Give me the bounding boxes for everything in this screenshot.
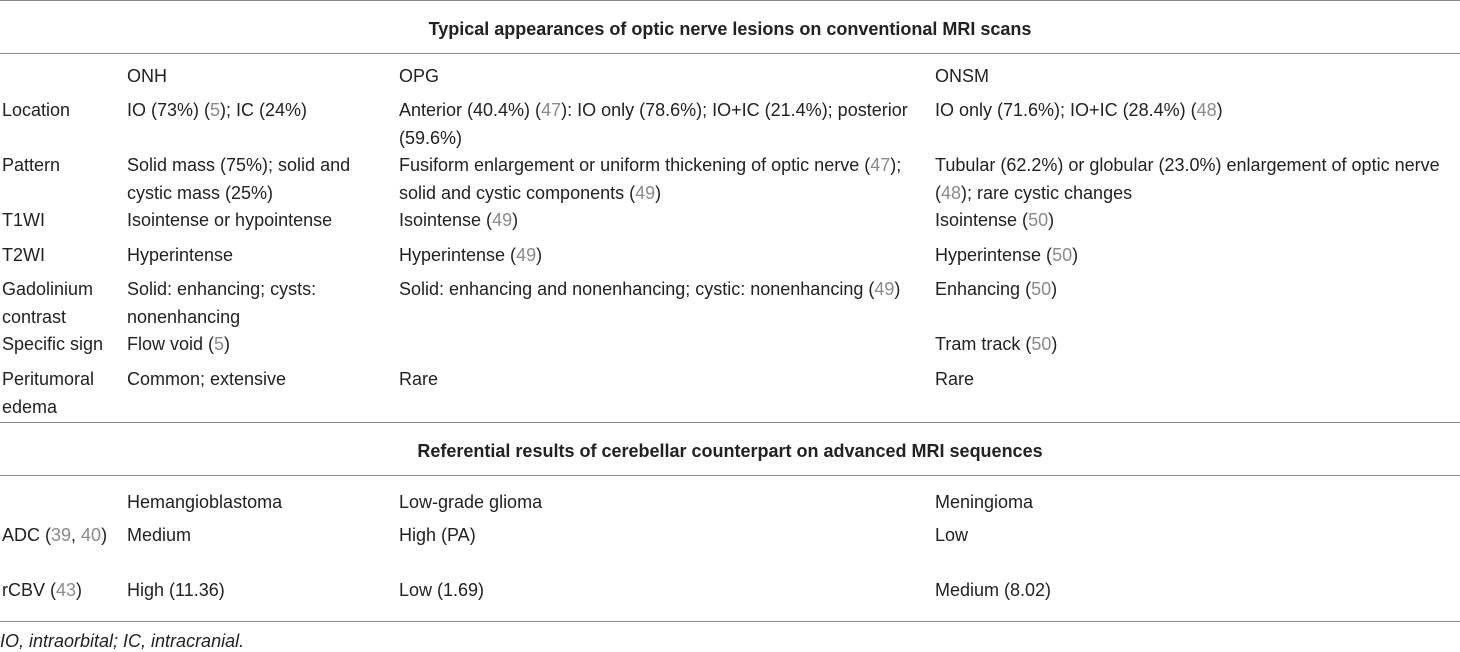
footnote: IO, intraorbital; IC, intracranial. bbox=[0, 631, 245, 651]
column-header-low-grade-glioma: Low-grade glioma bbox=[399, 492, 543, 512]
table-cell bbox=[399, 276, 924, 304]
cell-text: ) bbox=[1072, 245, 1079, 265]
table-cell bbox=[127, 522, 382, 550]
row-label: Pattern bbox=[2, 155, 61, 175]
table-cell bbox=[399, 152, 924, 207]
reference-number: 48 bbox=[941, 182, 962, 203]
cell-text: IO only (71.6%); IO+IC (28.4%) ( bbox=[935, 100, 1197, 120]
reference-number: 50 bbox=[1028, 210, 1049, 230]
cell-text: ) bbox=[1048, 210, 1055, 230]
table-cell bbox=[935, 152, 1455, 207]
reference-number: 48 bbox=[1196, 100, 1217, 120]
row-label: Peritumoral edema bbox=[2, 369, 95, 417]
column-header-hemangioblastoma: Hemangioblastoma bbox=[127, 492, 283, 512]
column-header-opg: OPG bbox=[399, 66, 440, 86]
cell-text: ) bbox=[1051, 279, 1058, 299]
cell-text: Tram track ( bbox=[935, 334, 1032, 354]
cell-text: ): IO only (78.6%); IO+IC (21.4%); posterior (59.6%) bbox=[399, 100, 908, 148]
reference-number: 49 bbox=[635, 182, 656, 203]
table-cell bbox=[935, 242, 1455, 270]
section-1-title: Typical appearances of optic nerve lesions on conventional MRI scans bbox=[428, 19, 1032, 39]
cell-text: Hyperintense ( bbox=[935, 245, 1053, 265]
reference-number: 40 bbox=[81, 525, 102, 545]
table-cell bbox=[399, 242, 924, 270]
cell-text: ) bbox=[101, 525, 108, 545]
cell-text: Flow void ( bbox=[127, 334, 215, 354]
reference-number: 50 bbox=[1031, 279, 1052, 299]
cell-text: ) bbox=[894, 279, 901, 299]
row-label bbox=[2, 577, 114, 605]
table-cell bbox=[127, 276, 382, 331]
cell-text: Isointense or hypointense bbox=[127, 210, 333, 230]
section-1-rule bbox=[0, 53, 1460, 54]
column-header-meningioma: Meningioma bbox=[935, 492, 1034, 512]
cell-text: Hyperintense bbox=[127, 245, 234, 265]
cell-text: Solid: enhancing; cysts: nonenhancing bbox=[127, 279, 317, 327]
table-cell bbox=[399, 366, 924, 394]
cell-text: ADC ( bbox=[2, 525, 51, 545]
cell-text: ) bbox=[76, 580, 83, 600]
reference-number: 5 bbox=[214, 334, 225, 354]
row-label: Location bbox=[2, 100, 71, 120]
table-cell bbox=[399, 207, 924, 235]
cell-text: , bbox=[71, 525, 82, 545]
cell-text: Low bbox=[935, 525, 969, 545]
cell-text: ); IC (24%) bbox=[220, 100, 308, 120]
reference-number: 49 bbox=[516, 245, 537, 265]
column-header-onsm: ONSM bbox=[935, 66, 989, 86]
cell-text: Solid: enhancing and nonenhancing; cystic: nonenhancing ( bbox=[399, 279, 875, 299]
bottom-rule bbox=[0, 621, 1460, 622]
cell-text: Isointense ( bbox=[399, 210, 493, 230]
cell-text: rCBV ( bbox=[2, 580, 56, 600]
cell-text: ) bbox=[536, 245, 543, 265]
section-2-top-rule bbox=[0, 422, 1460, 423]
table-cell bbox=[935, 207, 1455, 235]
table-cell bbox=[127, 331, 382, 359]
table-cell bbox=[935, 276, 1455, 304]
column-header-onh: ONH bbox=[127, 66, 167, 86]
cell-text: Rare bbox=[399, 369, 439, 389]
cell-text: High (11.36) bbox=[127, 580, 225, 600]
cell-text: Tubular (62.2%) or globular (23.0%) enlargement of optic nerve ( bbox=[935, 155, 1440, 203]
reference-number: 47 bbox=[541, 100, 562, 120]
cell-text: Medium bbox=[127, 525, 192, 545]
table-cell bbox=[127, 242, 382, 270]
table-cell bbox=[127, 97, 382, 125]
reference-number: 50 bbox=[1052, 245, 1073, 265]
cell-text: ) bbox=[655, 182, 662, 203]
reference-number: 43 bbox=[56, 580, 77, 600]
table-cell bbox=[127, 366, 382, 394]
cell-text: Medium (8.02) bbox=[935, 580, 1052, 600]
cell-text: Anterior (40.4%) ( bbox=[399, 100, 542, 120]
reference-number: 50 bbox=[1031, 334, 1052, 354]
table-cell bbox=[935, 522, 1455, 550]
cell-text: Enhancing ( bbox=[935, 279, 1032, 299]
table-cell bbox=[127, 152, 382, 207]
cell-text: Low (1.69) bbox=[399, 580, 485, 600]
section-2-title: Referential results of cerebellar counterpart on advanced MRI sequences bbox=[417, 441, 1043, 461]
reference-number: 49 bbox=[492, 210, 513, 230]
cell-text: Common; extensive bbox=[127, 369, 287, 389]
row-label: Specific sign bbox=[2, 334, 104, 354]
row-label: T2WI bbox=[2, 245, 45, 265]
cell-text: ); rare cystic changes bbox=[961, 182, 1133, 203]
reference-number: 39 bbox=[51, 525, 72, 545]
cell-text: ) bbox=[224, 334, 231, 354]
cell-text: ) bbox=[1216, 100, 1223, 120]
table-cell bbox=[127, 577, 382, 605]
table-cell bbox=[935, 331, 1455, 359]
cell-text: ) bbox=[512, 210, 519, 230]
top-rule bbox=[0, 0, 1460, 1]
cell-text: IO (73%) ( bbox=[127, 100, 211, 120]
table-cell bbox=[399, 522, 924, 550]
reference-number: 47 bbox=[870, 155, 891, 175]
cell-text: Solid mass (75%); solid and cystic mass (25%) bbox=[127, 155, 351, 203]
row-label: Gadolinium contrast bbox=[2, 279, 94, 327]
table-cell bbox=[399, 577, 924, 605]
reference-number: 49 bbox=[874, 279, 895, 299]
row-label bbox=[2, 522, 114, 550]
cell-text: ); solid and cystic components ( bbox=[399, 155, 902, 203]
table-cell bbox=[399, 97, 924, 152]
cell-text: Rare bbox=[935, 369, 975, 389]
table-cell bbox=[935, 366, 1455, 394]
section-2-rule bbox=[0, 475, 1460, 476]
table-cell bbox=[935, 97, 1455, 125]
row-label: T1WI bbox=[2, 210, 45, 230]
table-cell bbox=[127, 207, 382, 235]
reference-number: 5 bbox=[210, 100, 221, 120]
cell-text: ) bbox=[1051, 334, 1058, 354]
cell-text: Fusiform enlargement or uniform thickening of optic nerve ( bbox=[399, 155, 871, 175]
table-cell bbox=[935, 577, 1455, 605]
cell-text: Isointense ( bbox=[935, 210, 1029, 230]
cell-text: High (PA) bbox=[399, 525, 476, 545]
cell-text: Hyperintense ( bbox=[399, 245, 517, 265]
